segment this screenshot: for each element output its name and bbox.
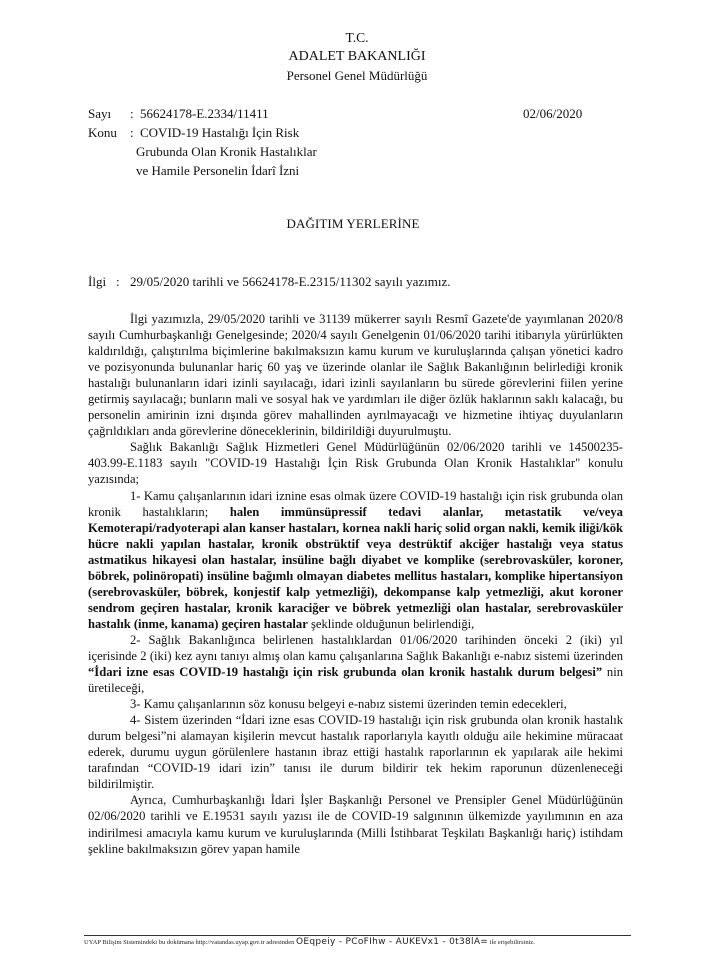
konu-line-2: Grubunda Olan Kronik Hastalıklar xyxy=(136,144,317,159)
list-item-2 xyxy=(88,632,623,696)
list-item-2-end: nin üretileceği, xyxy=(88,665,623,696)
konu-row xyxy=(88,123,299,142)
list-item-4: 4- Sistem üzerinden “İdari izne esas COVID-19 hastalığı için risk grubunda olan kronik hastalık durum belgesi”ni alamayan kişilerin mevcut hastalık raporlarıyla kayıtlı olduğu aile hekimine müracaat ederek, durumu uygun görülenlere hastanın ibraz ettiği hastalık raporlarının ek yapılarak aile hekimi tarafından “COVID-19 idari izin” tanısı ile durum bildirir tek hekim raporunun düzenleneceği bildirilmiştir. xyxy=(88,713,623,792)
ilgi-separator: : xyxy=(116,274,120,289)
header-tc: T.C. xyxy=(345,30,369,45)
sayi-label: Sayı xyxy=(88,106,112,121)
header-department: Personel Genel Müdürlüğü xyxy=(286,68,428,83)
ilgi-text: 29/05/2020 tarihli ve 56624178-E.2315/11302 sayılı yazımız. xyxy=(130,274,451,289)
header-ministry: ADALET BAKANLIĞI xyxy=(288,49,426,64)
konu-line-1: COVID-19 Hastalığı İçin Risk xyxy=(140,125,300,140)
konu-line-3: ve Hamile Personelin İdarî İzni xyxy=(136,163,300,178)
sayi-separator: : xyxy=(130,106,134,121)
paragraph-3: Ayrıca, Cumhurbaşkanlığı İdari İşler Başkanlığı Personel ve Prensipler Genel Müdürlüğünün 02/06/2020 tarihli ve E.19531 sayılı yazısı ile de COVID-19 salgınının ülkemizde yayılımının en aza indirilmesi amacıyla kamu kurum ve kuruluşlarında (Milli İstihbarat Teşkilatı Başkanlığı hariç) istihdam şekline bakılmaksızın görev yapan hamile xyxy=(88,793,623,856)
distribution-heading: DAĞITIM YERLERİNE xyxy=(286,216,420,231)
footer-verification xyxy=(84,938,535,947)
list-item-1-intro: 1- Kamu çalışanlarının idari iznine esas olmak üzere COVID-19 hastalığı için risk grubunda olan kronik hastalıkların; xyxy=(88,488,623,519)
document-date: 02/06/2020 xyxy=(523,106,583,121)
footer-divider xyxy=(84,935,631,936)
list-item-2-certificate: “İdari izne esas COVID-19 hastalığı için risk grubunda olan kronik hastalık durum belgesi” xyxy=(88,665,603,680)
list-item-1-end: şeklinde olduğunun belirlendiği, xyxy=(307,616,475,631)
ilgi-row xyxy=(88,273,451,291)
konu-label: Konu xyxy=(88,125,117,140)
list-item-1 xyxy=(88,488,623,632)
list-item-3: 3- Kamu çalışanlarının söz konusu belgeyi e-nabız sistemi üzerinden temin edecekleri, xyxy=(130,697,567,712)
paragraph-2: Sağlık Bakanlığı Sağlık Hizmetleri Genel Müdürlüğünün 02/06/2020 tarihli ve 14500235-403.99-E.1183 sayılı "COVID-19 Hastalığı İçin Risk Grubunda Olan Kronik Hastalıklar" konulu yazısında; xyxy=(88,440,623,487)
list-item-1-diseases: halen immünsüpressif tedavi alanlar, metastatik ve/veya Kemoterapi/radyoterapi alan kanser hastaları, kornea nakli hariç solid organ nakli, kemik iliği/kök hücre nakli yapılan hastalar, kronik obstrüktif veya destrüktif akciğer hastalığı veya status astmatikus hikayesi olan hastalar, insüline bağlı diyabet ve komplike (serebrovasküler, koroner, böbrek, polinöropati) insüline bağımlı olmayan diabetes mellitus hastaları, komplike hipertansiyon (serebrovasküler, böbrek, konjestif kalp yetmezliği), dekompanse kalp yetmezliği, akut koroner sendrom geçiren hastalar, kronik karaciğer ve böbrek yetmezliği olan hastalar, serebrovasküler hastalık (inme, kanama) geçiren hastalar xyxy=(88,504,623,631)
sayi-row xyxy=(88,104,269,123)
list-item-2-intro: 2- Sağlık Bakanlığınca belirlenen hastalıklardan 01/06/2020 tarihinden önceki 2 (iki) yıl içerisinde 2 (iki) kez aynı tanıyı almış olan kamu çalışanlarına Sağlık Bakanlığı e-nabız sistemi üzerinden xyxy=(88,632,623,663)
konu-separator: : xyxy=(130,125,134,140)
letter-body xyxy=(88,311,623,857)
ilgi-label: İlgi xyxy=(88,274,107,289)
verification-code: OEqpeiy - PCoFIhw - AUKEVx1 - 0t38lA= xyxy=(296,937,489,947)
paragraph-1: İlgi yazımızla, 29/05/2020 tarihli ve 31139 mükerrer sayılı Resmî Gazete'de yayımlanan 2020/8 sayılı Cumhurbaşkanlığı Genelgesinde; 2020/4 sayılı Genelgenin 01/06/2020 tarihi itibarıyla yürürlükten kaldırıldığı, çalıştırılma biçimlerine bakılmaksızın kamu kurum ve kuruluşlarında çalışan yönetici kadro ve pozisyonunda bulunanlar hariç 60 yaş ve üzerinde olanlar ile Sağlık Bakanlığının belirlediği kronik hastalığı bulunanların idari izinli sayılacağı, idari izinli sayılanların bu sürede görevlerini fiilen yerine getirmiş sayılacağı; bunların mali ve sosyal hak ve yardımları ile diğer özlük haklarının saklı kalacağı, bu personelin amirinin izni dışında görev mahallinden ayrılmayacağı ve hizmetine ihtiyaç duyulanların çağrıldıkları anda görevlerine döneceklerinin, bildirildiği duyurulmuştu. xyxy=(88,312,623,439)
footer-suffix: ile erişebilirsiniz. xyxy=(489,939,535,946)
footer-prefix: UYAP Bilişim Sistemindeki bu dokümana http://vatandas.uyap.gov.tr adresinden xyxy=(84,939,295,946)
sayi-value: 56624178-E.2334/11411 xyxy=(140,106,269,121)
